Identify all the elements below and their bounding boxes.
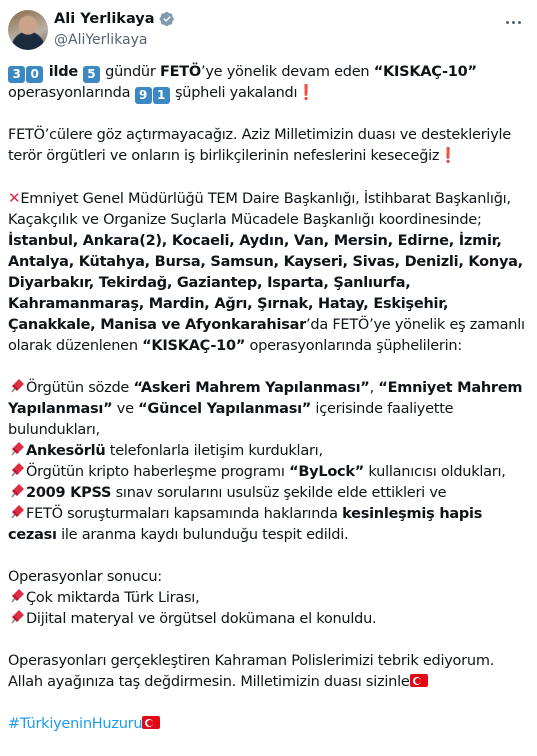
turkey-flag-emoji bbox=[410, 674, 428, 687]
keycap-digit: 1 bbox=[153, 87, 170, 104]
tweet-paragraph-5 bbox=[8, 651, 532, 693]
tweet-paragraph-3 bbox=[8, 188, 532, 357]
bold-text: “KISKAÇ-10” bbox=[142, 338, 246, 354]
bold-text: kesinleşmiş hapis cezası bbox=[8, 506, 483, 543]
bold-text: İstanbul, Ankara(2), Kocaeli, Aydın, Van, Mersin, Edirne, İzmir, Antalya, Kütahya, Bursa, Samsun, Kayseri, Sivas, Denizli, Konya, Diyarbakır, Tekirdağ, Gaziantep, Isparta, Şanlıurfa, Kahramanmaraş, Mardin, Ağrı, Şırnak, Hatay, Eskişehir, Çanakkale, Manisa ve Afyonkarahisar bbox=[8, 233, 523, 333]
text-span: ’da FETÖ’ye yönelik eş zamanlı olarak düzenlenen bbox=[8, 317, 525, 354]
text-span: , bbox=[369, 380, 379, 396]
text-span: operasyonlarında şüphelilerin: bbox=[245, 338, 462, 354]
text-span: ’ye yönelik devam eden bbox=[200, 64, 374, 80]
pushpin-emoji bbox=[8, 483, 26, 499]
red-exclamation-emoji: ❗ bbox=[439, 148, 458, 164]
text-span: ilde bbox=[44, 64, 83, 80]
tweet-paragraph-1 bbox=[8, 62, 532, 104]
hashtag-link[interactable]: #TürkiyeninHuzuru bbox=[8, 716, 143, 732]
text-span: telefonlarla iletişim kurdukları, bbox=[105, 443, 323, 459]
text-span: şüpheli yakalandı bbox=[170, 85, 298, 101]
tweet-hashtag-row bbox=[8, 714, 532, 735]
keycap-digit: 9 bbox=[135, 87, 152, 104]
keycap-digit: 5 bbox=[83, 66, 100, 83]
text-span: Operasyonları gerçekleştiren Kahraman Polislerimizi tebrik ediyorum. Allah ayağınıza taş değdirmesin. Milletimizin duası sizinle bbox=[8, 653, 495, 690]
bold-text: “Emniyet Mahrem Yapılanması” bbox=[8, 380, 523, 417]
bold-text: Ankesörlü bbox=[26, 443, 106, 459]
text-span: Örgütün sözde bbox=[26, 380, 134, 396]
bold-text: “KISKAÇ-10” bbox=[373, 64, 477, 80]
author-name[interactable]: Ali Yerlikaya bbox=[54, 11, 155, 27]
turkey-flag-emoji bbox=[142, 716, 160, 729]
bold-text: FETÖ bbox=[159, 64, 201, 80]
text-span: Çok miktarda Türk Lirası, bbox=[26, 590, 200, 606]
bold-text: “ByLock” bbox=[289, 464, 365, 480]
text-span: FETÖ soruşturmaları kapsamında haklarında bbox=[26, 506, 343, 522]
tweet-results bbox=[8, 567, 532, 630]
text-span: ve bbox=[112, 401, 139, 417]
pushpin-emoji bbox=[8, 609, 26, 625]
keycap-digit: 3 bbox=[8, 66, 25, 83]
bold-text: 2009 KPSS bbox=[26, 485, 112, 501]
text-span: Örgütün kripto haberleşme programı bbox=[26, 464, 290, 480]
tweet-list bbox=[8, 378, 532, 546]
author-name-row bbox=[54, 11, 175, 27]
text-span: operasyonlarında bbox=[8, 85, 135, 101]
bold-text: “Askeri Mahrem Yapılanması” bbox=[133, 380, 370, 396]
text-span: Dijital materyal ve örgütsel dokümana el konuldu. bbox=[26, 611, 377, 627]
more-options-icon[interactable] bbox=[501, 12, 525, 32]
keycap-digit: 0 bbox=[26, 66, 43, 83]
pushpin-emoji bbox=[8, 588, 26, 604]
text-span: sınav sorularını usulsüz şekilde elde ettikleri ve bbox=[111, 485, 447, 501]
pushpin-emoji bbox=[8, 441, 26, 457]
pushpin-emoji bbox=[8, 504, 26, 520]
tweet-paragraph-2 bbox=[8, 125, 532, 167]
text-span: Operasyonlar sonucu: bbox=[8, 569, 162, 585]
text-span: FETÖ’cülere göz açtırmayacağız. Aziz Milletimizin duası ve destekleriyle terör örgütleri ve onların iş birlikçilerinin nefeslerini keseceğiz bbox=[8, 127, 511, 164]
avatar[interactable] bbox=[8, 10, 48, 50]
red-exclamation-emoji: ❗ bbox=[297, 85, 316, 101]
bold-text: “Güncel Yapılanması” bbox=[138, 401, 312, 417]
tweet-text bbox=[8, 62, 532, 756]
author-handle[interactable]: @AliYerlikaya bbox=[54, 32, 148, 48]
pushpin-emoji bbox=[8, 378, 26, 394]
text-span: içerisinde faaliyette bulundukları, bbox=[8, 401, 454, 438]
text-span: ile aranma kaydı bulunduğu tespit edildi. bbox=[56, 527, 349, 543]
text-span: kullanıcısı oldukları, bbox=[364, 464, 506, 480]
text-span: gündür bbox=[100, 64, 160, 80]
pushpin-emoji bbox=[8, 462, 26, 478]
cross-mark-emoji: ✕ bbox=[8, 189, 21, 207]
tweet-header bbox=[8, 10, 529, 52]
verified-badge-icon bbox=[159, 11, 175, 27]
text-span: Emniyet Genel Müdürlüğü TEM Daire Başkanlığı, İstihbarat Başkanlığı, Kaçakçılık ve Organize Suçlarla Mücadele Başkanlığı koordinesinde; bbox=[8, 191, 511, 228]
